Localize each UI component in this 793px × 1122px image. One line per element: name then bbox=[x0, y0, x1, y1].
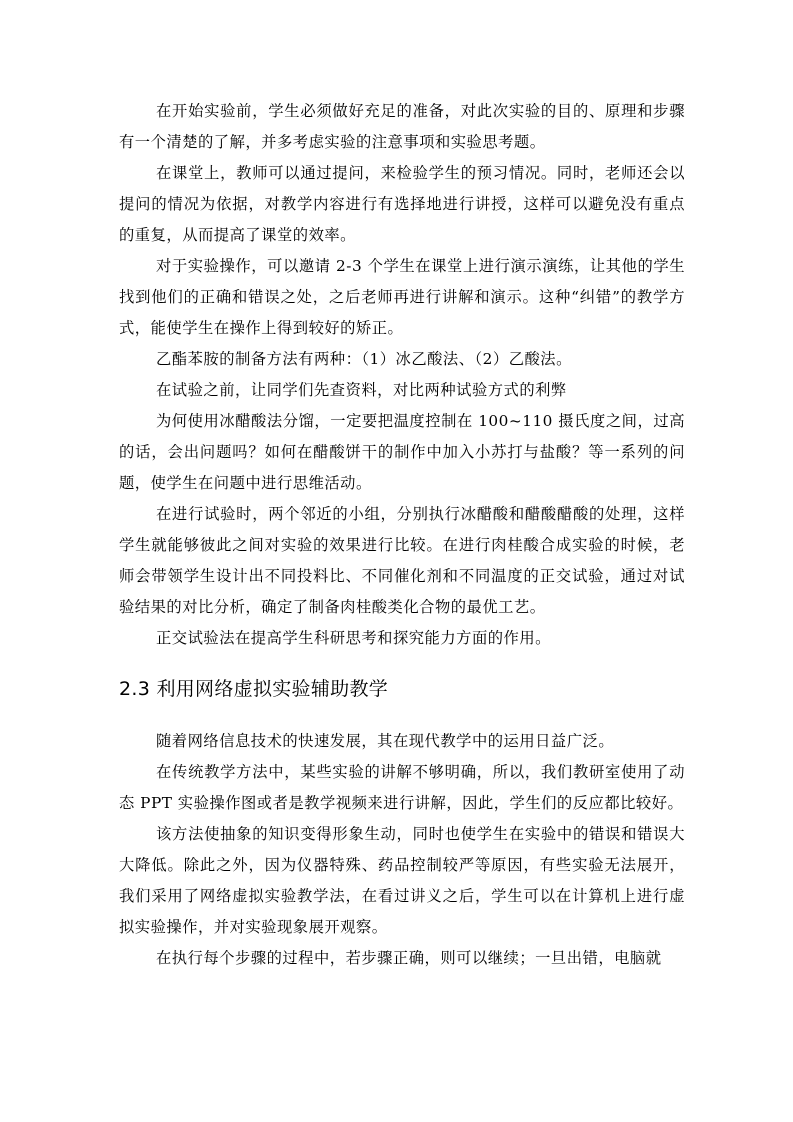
document-page bbox=[119, 96, 685, 974]
paragraph: 在执行每个步骤的过程中，若步骤正确，则可以继续；一旦出错，电脑就 bbox=[156, 949, 662, 967]
paragraph: 随着网络信息技术的快速发展，其在现代教学中的运用日益广泛。 bbox=[156, 732, 615, 750]
section-a-body bbox=[119, 96, 685, 654]
paragraph: 为何使用冰醋酸法分馏，一定要把温度控制在 100~110 摄氏度之间，过高的话，会出问题吗？如何在醋酸饼干的制作中加入小苏打与盐酸？等一系列的问题，使学生在问题中进行思维活动。 bbox=[119, 412, 685, 492]
paragraph: 在试验之前，让同学们先查资料，对比两种试验方式的利弊 bbox=[156, 381, 567, 399]
paragraph: 在开始实验前，学生必须做好充足的准备，对此次实验的目的、原理和步骤有一个清楚的了解，并多考虑实验的注意事项和实验思考题。 bbox=[119, 102, 685, 151]
paragraph: 正交试验法在提高学生科研思考和探究能力方面的作用。 bbox=[156, 629, 551, 647]
paragraph: 在课堂上，教师可以通过提问，来检验学生的预习情况。同时，老师还会以提问的情况为依据，对教学内容进行有选择地进行讲授，这样可以避免没有重点的重复，从而提高了课堂的效率。 bbox=[119, 164, 685, 244]
paragraph: 乙酯苯胺的制备方法有两种：（1）冰乙酸法、（2）乙酸法。 bbox=[156, 350, 572, 368]
paragraph: 该方法使抽象的知识变得形象生动，同时也使学生在实验中的错误和错误大大降低。除此之外，因为仪器特殊、药品控制较严等原因，有些实验无法展开，我们采用了网络虚拟实验教学法，在看过讲义之后，学生可以在计算机上进行虚拟实验操作，并对实验现象展开观察。 bbox=[119, 825, 685, 936]
paragraph: 在进行试验时，两个邻近的小组，分别执行冰醋酸和醋酸醋酸的处理，这样学生就能够彼此之间对实验的效果进行比较。在进行肉桂酸合成实验的时候，老师会带领学生设计出不同投料比、不同催化剂和不同温度的正交试验，通过对试验结果的对比分析，确定了制备肉桂酸类化合物的最优工艺。 bbox=[119, 505, 685, 616]
section-heading: 2.3 利用网络虚拟实验辅助教学 bbox=[119, 678, 389, 700]
section-b-body bbox=[119, 726, 685, 974]
paragraph: 对于实验操作，可以邀请 2-3 个学生在课堂上进行演示演练，让其他的学生找到他们的正确和错误之处，之后老师再进行讲解和演示。这种“纠错”的教学方式，能使学生在操作上得到较好的矫正。 bbox=[119, 257, 685, 337]
paragraph: 在传统教学方法中，某些实验的讲解不够明确，所以，我们教研室使用了动态 PPT 实验操作图或者是教学视频来进行讲解，因此，学生们的反应都比较好。 bbox=[119, 763, 685, 812]
